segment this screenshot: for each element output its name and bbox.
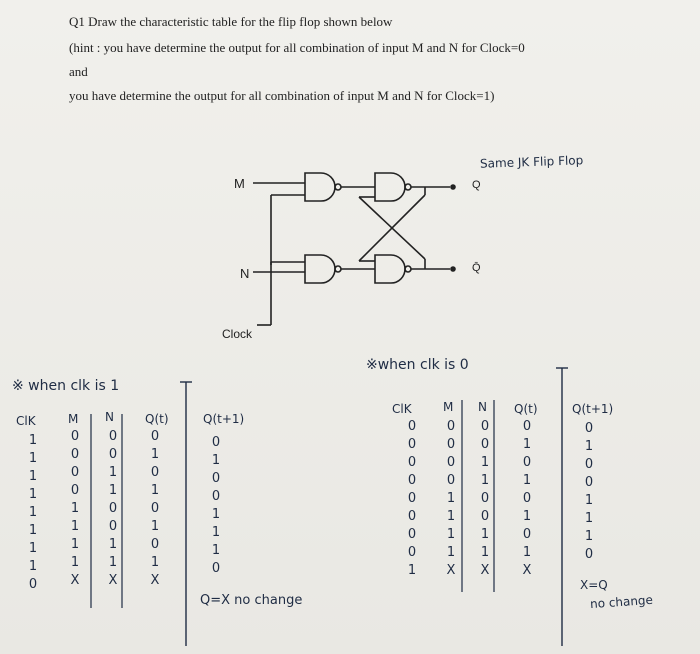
right-header-clk: ClK: [392, 402, 412, 416]
cell: 0: [211, 435, 221, 450]
cell: 0: [150, 429, 160, 444]
right-col-qt1: [580, 420, 598, 564]
cell: 0: [407, 473, 417, 488]
cell: 1: [522, 509, 532, 524]
cell: 0: [480, 509, 490, 524]
cell: 1: [28, 469, 38, 484]
cell: 1: [211, 507, 221, 522]
cell: X: [446, 563, 456, 578]
cell: 1: [28, 559, 38, 574]
cell: 0: [70, 465, 80, 480]
right-col-qt: [518, 418, 536, 580]
right-col-n: [476, 418, 494, 580]
cell: 0: [407, 527, 417, 542]
right-divider: [556, 360, 568, 650]
cell: 1: [150, 555, 160, 570]
cell: 0: [407, 491, 417, 506]
cell: 1: [70, 501, 80, 516]
q-output-label: Q: [472, 179, 481, 191]
cell: 1: [150, 483, 160, 498]
left-header-m: M: [68, 412, 79, 426]
cell: 0: [522, 455, 532, 470]
right-header-n: N: [478, 400, 487, 414]
cell: 1: [28, 523, 38, 538]
question-line-4: you have determine the output for all combination of input M and N for Clock=1): [69, 88, 495, 103]
left-header-clk: ClK: [16, 414, 36, 428]
cell: 1: [522, 545, 532, 560]
cell: 1: [584, 511, 594, 526]
left-header-qt: Q(t): [145, 412, 169, 426]
cell: 0: [70, 429, 80, 444]
cell: 0: [480, 491, 490, 506]
left-divider: [180, 370, 192, 650]
left-table-title: ※ when clk is 1: [12, 378, 120, 394]
cell: 1: [480, 473, 490, 488]
cell: 0: [108, 447, 118, 462]
cell: 0: [211, 561, 221, 576]
cell: 1: [70, 519, 80, 534]
left-table-note: Q=X no change: [200, 593, 303, 608]
cell: 1: [28, 505, 38, 520]
left-col-clk: [24, 432, 42, 594]
cell: 1: [28, 487, 38, 502]
cell: 1: [70, 555, 80, 570]
question-line-2: (hint : you have determine the output for all combination of input M and N for Clock=0: [69, 40, 525, 55]
cell: 0: [150, 465, 160, 480]
right-header-qt: Q(t): [514, 402, 538, 416]
left-header-n: N: [105, 410, 114, 424]
cell: X: [480, 563, 490, 578]
same-jk-note: Same JK Flip Flop: [479, 153, 584, 171]
cell: 1: [446, 545, 456, 560]
cell: 0: [108, 519, 118, 534]
right-table-note-2: no change: [589, 592, 654, 612]
qbar-output-label: Q̄: [472, 262, 481, 274]
cell: 1: [150, 447, 160, 462]
cell: X: [150, 573, 160, 588]
cell: 0: [150, 501, 160, 516]
right-header-m: M: [443, 400, 454, 414]
cell: 0: [150, 537, 160, 552]
cell: 0: [407, 455, 417, 470]
cell: 0: [407, 419, 417, 434]
cell: 1: [211, 453, 221, 468]
cell: 1: [584, 529, 594, 544]
left-col-qt: [146, 428, 164, 590]
cell: 0: [446, 419, 456, 434]
clock-input-label: Clock: [222, 327, 253, 341]
cell: 1: [28, 433, 38, 448]
cell: 0: [584, 547, 594, 562]
cell: 0: [522, 491, 532, 506]
cell: 0: [522, 527, 532, 542]
cell: X: [522, 563, 532, 578]
cell: 1: [150, 519, 160, 534]
cell: 0: [108, 501, 118, 516]
cell: 0: [522, 419, 532, 434]
cell: 0: [28, 577, 38, 592]
cell: 0: [446, 473, 456, 488]
left-col-qt1: [207, 434, 225, 578]
right-table-note-1: X=Q: [580, 578, 608, 592]
cell: 0: [480, 419, 490, 434]
cell: X: [70, 573, 80, 588]
cell: 1: [28, 541, 38, 556]
cell: 1: [108, 483, 118, 498]
cell: 0: [211, 471, 221, 486]
cell: 1: [480, 527, 490, 542]
cell: 0: [211, 489, 221, 504]
m-input-label: M: [234, 176, 245, 191]
cell: 1: [584, 439, 594, 454]
question-line-3: and: [69, 64, 88, 79]
cell: 0: [70, 447, 80, 462]
cell: 1: [211, 525, 221, 540]
right-header-qt1: Q(t+1): [572, 402, 614, 416]
right-table-title: ※when clk is 0: [366, 357, 469, 373]
cell: 1: [446, 509, 456, 524]
cell: 1: [108, 465, 118, 480]
cell: 1: [446, 527, 456, 542]
cell: X: [108, 573, 118, 588]
cell: 1: [480, 455, 490, 470]
cell: 0: [446, 455, 456, 470]
cell: 1: [28, 451, 38, 466]
cell: 1: [108, 537, 118, 552]
cell: 1: [407, 563, 417, 578]
cell: 0: [480, 437, 490, 452]
left-header-qt1: Q(t+1): [203, 412, 245, 426]
cell: 0: [407, 509, 417, 524]
left-col-n: [104, 428, 122, 590]
cell: 1: [70, 537, 80, 552]
cell: 1: [480, 545, 490, 560]
cell: 0: [584, 475, 594, 490]
cell: 0: [70, 483, 80, 498]
cell: 1: [584, 493, 594, 508]
cell: 1: [108, 555, 118, 570]
cell: 1: [446, 491, 456, 506]
cell: 0: [446, 437, 456, 452]
cell: 0: [584, 457, 594, 472]
right-col-clk: [403, 418, 421, 580]
cell: 1: [211, 543, 221, 558]
cell: 0: [108, 429, 118, 444]
cell: 1: [522, 473, 532, 488]
cell: 0: [407, 437, 417, 452]
cell: 0: [584, 421, 594, 436]
n-input-label: N: [240, 266, 250, 281]
right-col-m: [442, 418, 460, 580]
cell: 0: [407, 545, 417, 560]
flip-flop-circuit: [225, 165, 485, 345]
question-line-1: Q1 Draw the characteristic table for the flip flop shown below: [69, 14, 393, 29]
cell: 1: [522, 437, 532, 452]
left-col-m: [66, 428, 84, 590]
